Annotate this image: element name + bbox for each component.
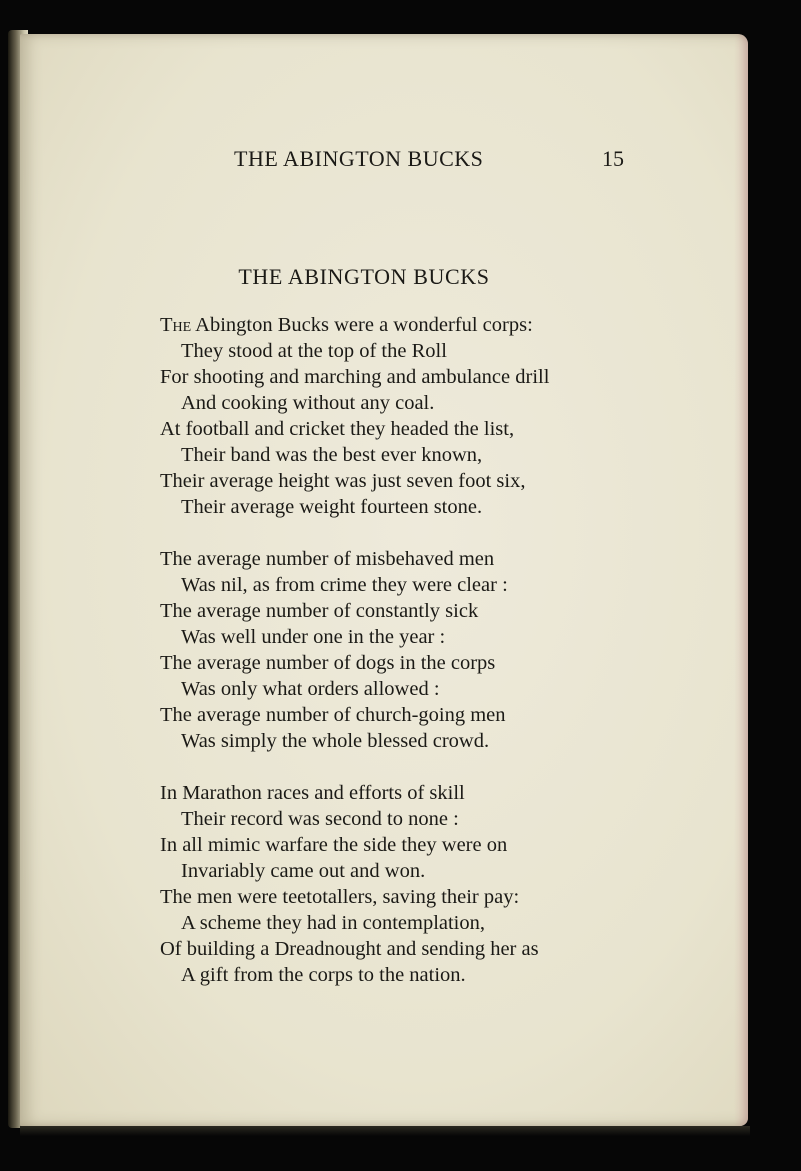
page-bottom-shadow — [20, 1126, 750, 1136]
poem-line: They stood at the top of the Roll — [181, 340, 447, 362]
poem-line: Their average height was just seven foot six, — [160, 470, 526, 492]
running-head — [20, 146, 748, 186]
poem-line: A scheme they had in contemplation, — [181, 912, 486, 934]
stanza-3 — [160, 780, 720, 988]
poem-line: Of building a Dreadnought and sending her as — [160, 938, 539, 960]
poem-title: THE ABINGTON BUCKS — [238, 264, 490, 289]
poem-line: Their band was the best ever known, — [181, 444, 483, 466]
poem-line: Was well under one in the year : — [181, 626, 446, 648]
page-stain — [734, 34, 748, 1126]
poem-line: The men were teetotallers, saving their pay: — [160, 886, 520, 908]
book-page — [20, 34, 748, 1126]
page-number: 15 — [602, 146, 624, 171]
poem-line: The average number of misbehaved men — [160, 548, 495, 570]
poem-line: The average number of dogs in the corps — [160, 652, 496, 674]
stanza-1 — [160, 312, 720, 520]
poem-line: Was nil, as from crime they were clear : — [181, 574, 508, 596]
running-title: THE ABINGTON BUCKS — [234, 146, 484, 171]
poem-line: Their record was second to none : — [181, 808, 459, 830]
poem-line: The average number of church-going men — [160, 704, 506, 726]
poem-line: Invariably came out and won. — [181, 860, 426, 882]
poem-line: A gift from the corps to the nation. — [181, 964, 466, 986]
poem-body — [160, 312, 720, 1014]
poem-line: At football and cricket they headed the list, — [160, 418, 515, 440]
poem-line: Their average weight fourteen stone. — [181, 496, 483, 518]
stanza-2 — [160, 546, 720, 754]
poem-line — [160, 312, 720, 338]
poem-line: Was only what orders allowed : — [181, 678, 440, 700]
poem-line: In all mimic warfare the side they were on — [160, 834, 508, 856]
poem-line-lead: The — [160, 314, 192, 336]
poem-line: In Marathon races and efforts of skill — [160, 782, 465, 804]
poem-line: The average number of constantly sick — [160, 600, 479, 622]
poem-line: And cooking without any coal. — [181, 392, 435, 414]
poem-line: Was simply the whole blessed crowd. — [181, 730, 490, 752]
poem-line-text: Abington Bucks were a wonderful corps: — [191, 314, 533, 336]
poem-line: For shooting and marching and ambulance drill — [160, 366, 550, 388]
